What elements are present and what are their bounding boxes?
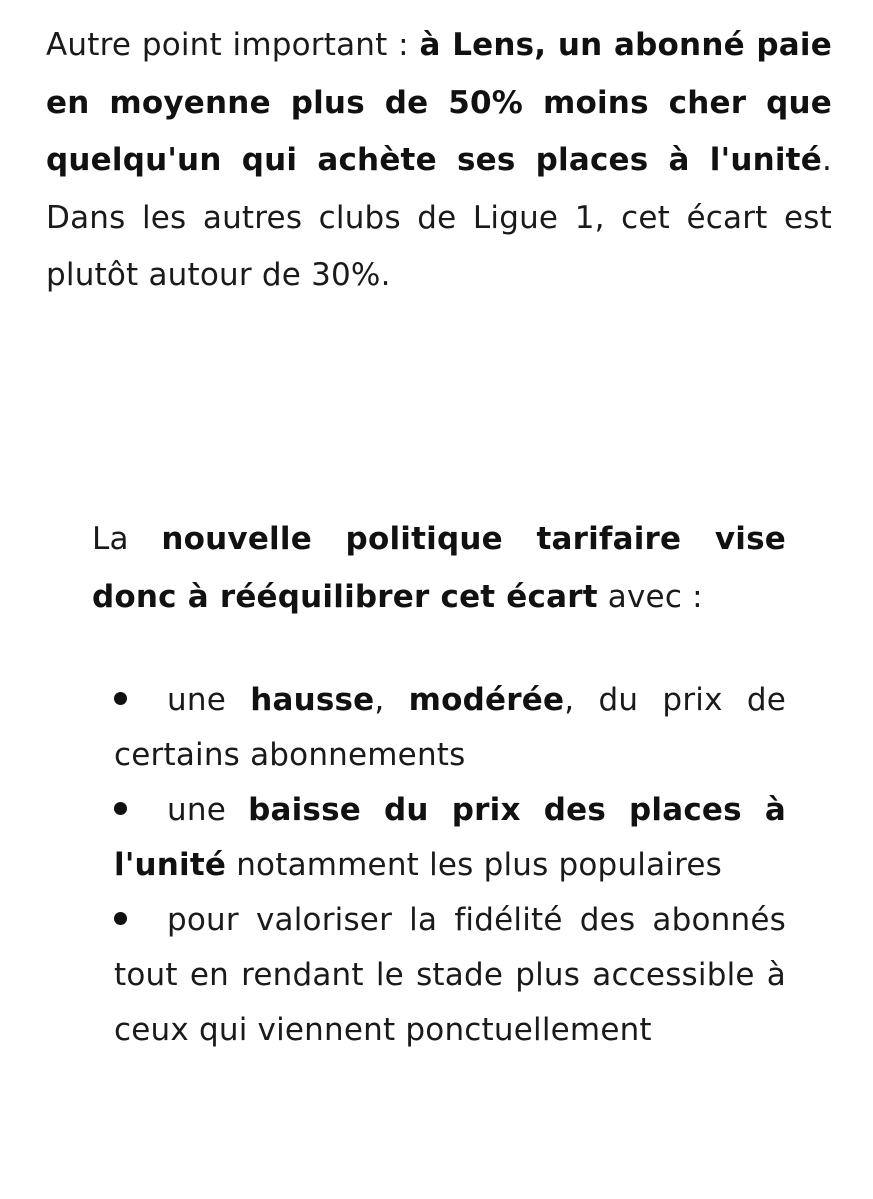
paragraph-start: La bbox=[92, 521, 162, 557]
bullet-icon bbox=[114, 802, 127, 815]
paragraph-highlight: nouvelle politique tarifaire vise donc à rééquilibrer cet écart bbox=[92, 521, 786, 615]
list-item-price-increase bbox=[114, 673, 786, 783]
list-item-pre: une bbox=[167, 792, 249, 828]
paragraph-end: avec : bbox=[597, 578, 703, 615]
paragraph-rest: . Dans les autres clubs de Ligue 1, cet écart est plutôt autour de 30%. bbox=[46, 142, 832, 293]
list-item-goal bbox=[114, 893, 786, 1058]
paragraph-intro: Autre point important : bbox=[46, 27, 420, 63]
paragraph-pricing-policy bbox=[92, 511, 786, 626]
paragraph-highlight: à Lens, un abonné paie en moyenne plus de 50% moins cher que quelqu'un qui achète ses places à l'unité bbox=[46, 27, 832, 178]
list-item-pre: une bbox=[167, 682, 251, 718]
measures-list bbox=[114, 673, 786, 1058]
list-item-price-decrease bbox=[114, 783, 786, 893]
list-item-text: pour valoriser la fidélité des abonnés tout en rendant le stade plus accessible à ceux qui viennent ponctuellement bbox=[114, 902, 786, 1048]
list-item-bold: modérée bbox=[408, 682, 565, 718]
list-item-post: , du prix de certains abonnements bbox=[114, 682, 786, 773]
list-item-mid: , bbox=[374, 682, 409, 718]
bullet-icon bbox=[114, 692, 127, 705]
list-item-bold: baisse du prix des places à l'unité bbox=[114, 792, 786, 883]
bullet-icon bbox=[114, 912, 127, 925]
paragraph-price-gap bbox=[46, 17, 832, 305]
list-item-post: notamment les plus populaires bbox=[226, 847, 722, 883]
list-item-bold: hausse bbox=[250, 682, 375, 718]
